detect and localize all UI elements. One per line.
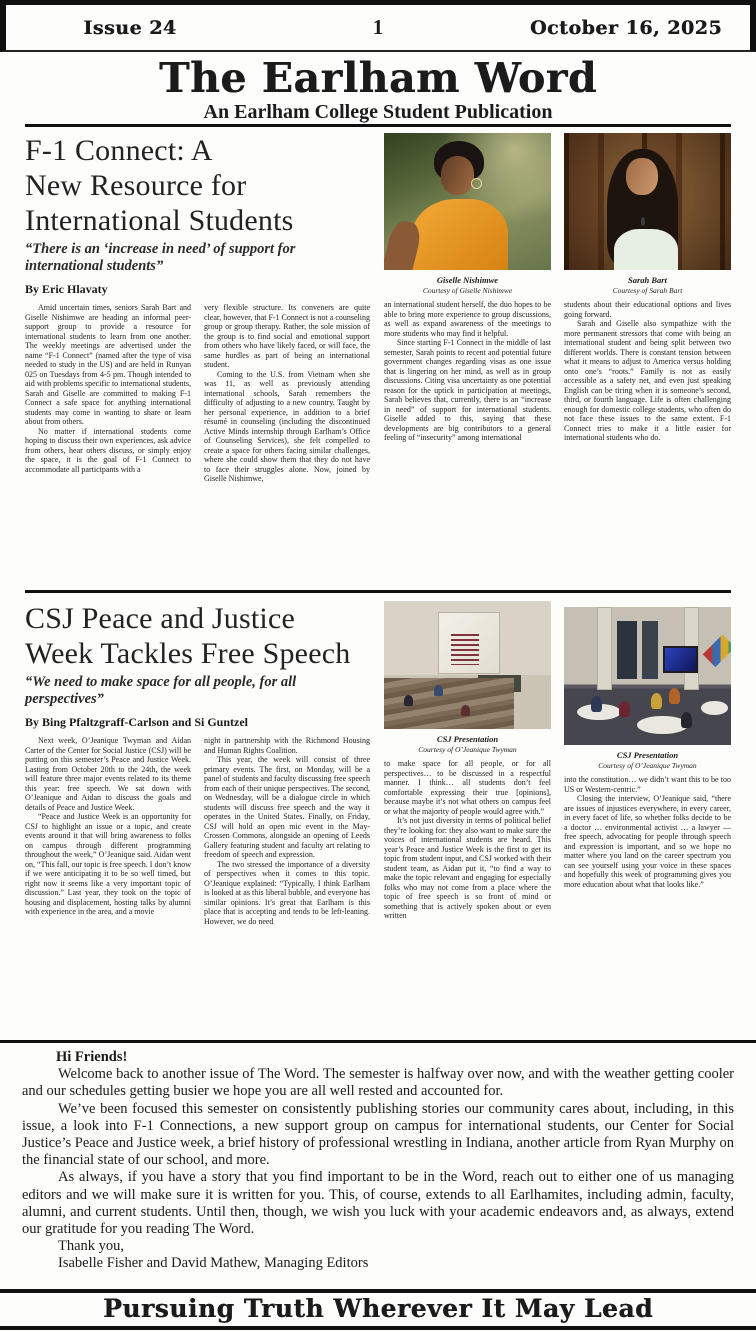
photo-shape	[617, 621, 637, 679]
article2-column-4-text	[564, 775, 731, 889]
article1-column-3-text	[384, 300, 551, 443]
paragraph: to make space for all people, or for all perspectives… to be discussed in a respectful manner. I think… all students don’t feel comfortable expressing their true [opinions], because maybe it’s not what others on campus feel or what the majority of people would agree with.”	[384, 759, 551, 816]
photo-shape	[626, 158, 658, 195]
photo-credit: Courtesy of O’Jeanique Twyman	[598, 761, 697, 770]
photo-csj-presentation-lecture-hall	[384, 601, 551, 729]
article1-title-line1: F-1 Connect: A	[25, 134, 213, 167]
letter-signature: Isabelle Fisher and David Mathew, Managing Editors	[58, 1255, 369, 1272]
photo-caption-block	[384, 734, 551, 755]
paragraph: Next week, O’Jeanique Twyman and Aidan Carter of the Center for Social Justice (CSJ) will be putting on this semester’s Peace and Justice Week. Lasting from October 20th to the 24th, the week will feature three major events related to its theme this year: free speech. We sat down with O’Jeanique and Aidan to discuss the goals and details of Peace and Justice Week.	[25, 736, 191, 812]
photo-caption: Giselle Nishimwe	[436, 275, 499, 285]
paragraph: Since starting F-1 Connect in the middle of last semester, Sarah points to recent and potential future government changes regarding visas as one issue that is lingering on her mind, as well as in group discussions. Citing visa uncertainty as one potential reason for the uptick in participation at meetings, Sarah believes that, currently, there is an “increase in need” of support for international students. Giselle added to this, saying that these developments are big contributors to a general feeling of “insecurity” among international	[384, 338, 551, 442]
publication-subtitle: An Earlham College Student Publication	[203, 101, 553, 123]
paragraph: No matter if international students come hoping to discuss their own experiences, ask advice from others, hear others discuss, or simply enjoy the space, it is the goal of F-1 Connect to accommodate all participants with a	[25, 426, 191, 474]
issue-date: October 16, 2025	[529, 16, 723, 39]
photo-shape	[461, 705, 470, 716]
tv-screen	[663, 646, 699, 673]
photo-credit: Courtesy of Giselle Nishimwe	[422, 286, 513, 295]
article1-column-3	[384, 133, 551, 443]
article2-column-1	[25, 736, 191, 926]
article2-byline: By Bing Pfaltzgraff-Carlson and Si Guntzel	[25, 715, 249, 729]
article2-column-3-text	[384, 759, 551, 921]
footer-motto: Pursuing Truth Wherever It May Lead	[102, 1294, 654, 1323]
article1-title-line2: New Resource for	[25, 169, 247, 202]
article1-column-4-text	[564, 300, 731, 443]
masthead	[0, 52, 756, 124]
photo-caption-block	[384, 275, 551, 296]
article2-column-3	[384, 601, 551, 921]
photo-shape	[703, 635, 731, 667]
photo-shape	[701, 701, 728, 715]
letter-closing: Thank you,	[58, 1238, 125, 1255]
footer	[0, 1289, 756, 1330]
photo-shape	[597, 607, 612, 690]
article1-title	[25, 133, 371, 238]
page-number: 1	[372, 15, 384, 39]
article-csj-peace-justice	[0, 593, 756, 1040]
photo-credit: Courtesy of Sarah Bart	[612, 286, 683, 295]
paragraph: “Peace and Justice Week is an opportunity for CSJ to highlight an issue or a topic, and create events around it that will bring awareness to folks on campus through different programming throughout the week,” O’Jeanique said. Aidan went on, “This fall, our topic is free speech. I don’t know if we were anticipating it to be so well timed, but right now it seems like a very important topic of discussion.” Last year, they took on the topic of housing and displacement, hosting talks by alumni with experience in the area, and a movie	[25, 812, 191, 916]
photo-shape	[441, 156, 474, 194]
photo-shape	[471, 178, 482, 189]
paragraph: an international student herself, the duo hopes to be able to bring more experience to group discussions, as well as expand awareness of the meetings to more students who may find it helpful.	[384, 300, 551, 338]
photo-giselle-nishimwe	[384, 133, 551, 270]
article2-title-line2: Week Tackles Free Speech	[25, 637, 351, 670]
photo-shape	[669, 688, 680, 704]
article2-column-2	[204, 736, 370, 926]
letter-paragraph: As always, if you have a story that you find important to be in the Word, reach out to either one of us managing editors and we will make sure it is written for you. This, of course, extends to all Earlhamites, including admin, faculty, alumni, and current students. Until then, though, we wish you luck with your academic endeavors and, as always, extend our gratitude for you reading The Word.	[22, 1169, 734, 1238]
letter-greeting: Hi Friends!	[56, 1049, 128, 1065]
paragraph: The two stressed the importance of a diversity of perspectives when it comes to this topic. O’Jeanique explained: “Typically, I think Earlham is looked at as this liberal bubble, and everyone has similar opinions. It’s great that Earlham is this place that is accepting and tends to be left-leaning. However, we do need	[204, 859, 370, 926]
photo-shape	[404, 695, 413, 706]
photo-credit: Courtesy of O’Jeanique Twyman	[418, 745, 517, 754]
paragraph: This year, the week will consist of three primary events. The first, on Monday, will be a panel of students and faculty discussing free speech from each of their unique perspectives. The second, on Wednesday, will be a dialogue circle in which students will discuss free speech and the way it operates in the United States. Finally, on Friday, CSJ will hold an open mic event in the May-Crossen Commons, alongside an opening of Leeds Gallery featuring student and faculty art relating to freedom of speech and expression.	[204, 755, 370, 859]
paragraph: students about their educational options and lives going forward.	[564, 300, 731, 319]
photo-caption: Sarah Bart	[628, 275, 667, 285]
paragraph: Coming to the U.S. from Vietnam when she was 11, as well as previously attending international schools, Sarah remembers the difficulty of adjusting to a new country. Taught by her personal experience, in addition to a brief résumé in counseling (including the discontinued Active Minds internship through Earlham’s Office of Counseling Services), she felt compelled to create a space for others facing similar challenges, where she could show them that they do not have to face their struggles alone. Now, joined by Giselle Nishimwe,	[204, 369, 370, 483]
paragraph: Amid uncertain times, seniors Sarah Bart and Giselle Nishimwe are heading an informal peer-support group to provide a resource for international students to learn from one another. The weekly meetings are advertised under the name “F-1 Connect” (named after the type of visa needed to study in the US) and are held in Runyan 025 on Tuesdays from 4-5 pm. Though intended to aid with problems specific to international students, Sarah and Giselle are committed to making F-1 Connect a safe space for anything international students may come in wanting to share or learn about from others.	[25, 303, 191, 426]
article-f1-connect	[0, 127, 756, 590]
article1-byline: By Eric Hlavaty	[25, 282, 108, 296]
photo-shape	[451, 634, 479, 665]
article1-column-2	[204, 303, 370, 484]
photo-caption-block	[564, 750, 731, 771]
photo-sarah-bart	[564, 133, 731, 270]
photo-shape	[641, 217, 645, 226]
article1-column-4	[564, 133, 731, 443]
letter-paragraph: Welcome back to another issue of The Word. The semester is halfway over now, and with the weather getting cooler and our schedules getting busier we hope you are all well rested and accounted for.	[22, 1066, 734, 1100]
paragraph: very flexible structure. Its conveners are quite clear, however, that F-1 Connect is not a counseling group or group therapy. Rather, the sole mission of the group is to find social and emotional support from others who have likely faced, or will face, the same hurdles as part of being an international student.	[204, 303, 370, 369]
footer-bottom-rule	[0, 1326, 756, 1330]
paragraph: night in partnership with the Richmond Housing and Human Rights Coalition.	[204, 736, 370, 755]
photo-shape	[411, 199, 508, 270]
photo-csj-presentation-meeting-room	[564, 607, 731, 745]
article2-title-line1: CSJ Peace and Justice	[25, 602, 295, 635]
photo-shape	[591, 696, 602, 712]
article2-pull-quote: “We need to make space for all people, for all perspectives”	[25, 674, 297, 707]
article2-title	[25, 601, 371, 671]
article1-column-1	[25, 303, 191, 484]
photo-shape	[642, 621, 657, 679]
photo-shape	[619, 701, 630, 717]
editors-letter	[0, 1043, 756, 1289]
photo-shape	[681, 712, 692, 728]
paragraph: into the constitution… we didn’t want this to be too US or Western-centric.”	[564, 775, 731, 794]
publication-title: The Earlham Word	[158, 54, 598, 102]
photo-caption-block	[564, 275, 731, 296]
article1-pull-quote: “There is an ‘increase in need’ of support for international students”	[25, 241, 296, 274]
paragraph: It’s not just diversity in terms of political belief they’re looking for: they also want to make sure the voices of international students are heard. This year’s Peace and Justice Week is the first to get its topic from student input, and CSJ worked with their student team, as Aidan put it, “to find a way to make the topic relevant and engaging for especially folks who may not come from a place where the topic of free speech is so front of mind or something that is actively spoken about or even written	[384, 816, 551, 920]
letter-paragraph: We’ve been focused this semester on consistently publishing stories our community cares about, including, in this issue, a look into F-1 Connections, a new support group on campus for international students, our Center for Social Justice’s Peace and Justice week, a brief history of professional wrestling in Indiana, another article from Ryan Murphy on the financial state of our school, and more.	[22, 1100, 734, 1169]
header-strip	[0, 0, 756, 52]
paragraph: Sarah and Giselle also sympathize with the more permanent stressors that come with being an international student and being split between two different worlds. There is constant tension between what it means to adjust to America versus holding onto one’s “roots.” Family is not as easily accessible as a safety net, and even just speaking English can be tiring when it is someone’s second, third, or fourth language. Life is often challenging enough for domestic college students, who often do not face these issues to the same extent. F-1 Connect tries to make it a little easier for international students who do.	[564, 319, 731, 442]
photo-shape	[434, 685, 443, 696]
photo-caption: CSJ Presentation	[436, 734, 499, 744]
paragraph: Closing the interview, O’Jeanique said, “there are issues of injustices everywhere, in every career, in every facet of life, so whether folks decide to be a doctor … environmental activist … a lawyer — free speech, advocating for people through speech and expression is important, and so we hope no matter where you land on the career spectrum you can see yourself using your voice in these spaces and hopefully this week of programming gives you more education about what that looks like.”	[564, 794, 731, 889]
article2-column-4	[564, 601, 731, 921]
issue-number: Issue 24	[83, 16, 177, 39]
photo-shape	[651, 693, 662, 709]
article1-title-line3: International Students	[25, 204, 294, 237]
photo-caption: CSJ Presentation	[616, 750, 679, 760]
photo-shape	[614, 229, 677, 270]
